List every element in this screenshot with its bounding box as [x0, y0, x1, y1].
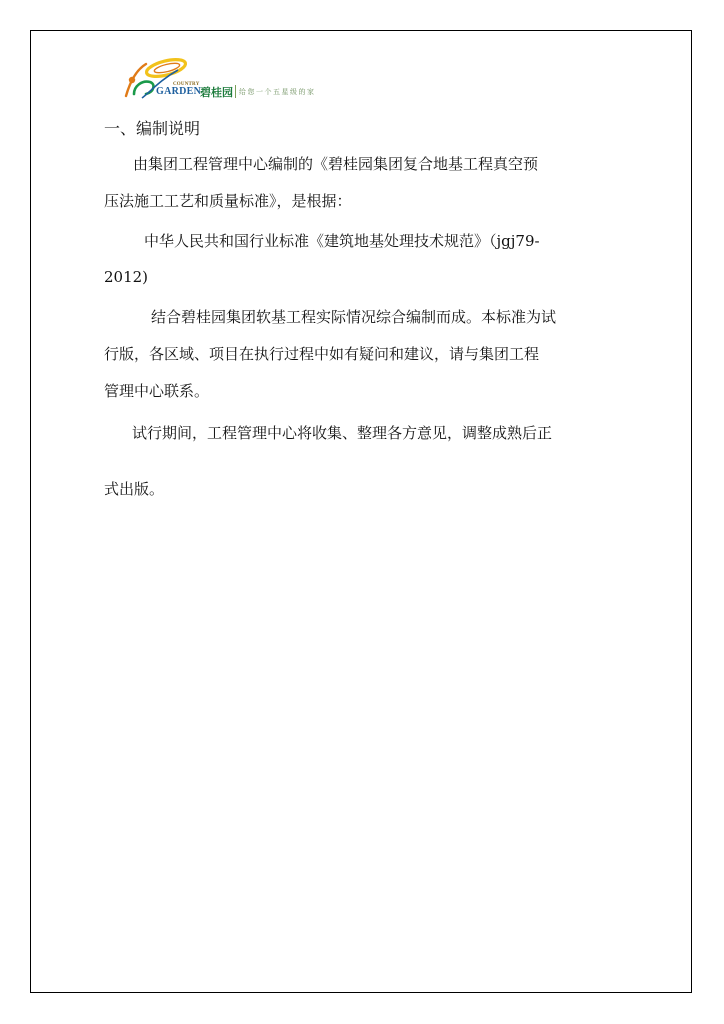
section-heading: 一、编制说明 [104, 119, 201, 138]
paragraph-line: 试行期间，工程管理中心将收集、整理各方意见，调整成熟后正 [132, 424, 553, 442]
paragraph-line: 式出版。 [104, 480, 165, 498]
paragraph-line: 2012) [104, 268, 149, 286]
country-garden-logo [120, 56, 340, 104]
logo-slogan: 给您一个五星级的家 [239, 88, 316, 96]
logo-divider [235, 85, 236, 98]
paragraph-line: 中华人民共和国行业标准《建筑地基处理技术规范》（jgj79- [144, 232, 540, 250]
paragraph-line: 压法施工工艺和质量标准》，是根据： [104, 192, 352, 210]
logo-country-text: COUNTRY [173, 82, 200, 87]
paragraph-line: 由集团工程管理中心编制的《碧桂园集团复合地基工程真空预 [133, 155, 539, 173]
paragraph-line: 行版，各区域、项目在执行过程中如有疑问和建议，请与集团工程 [104, 345, 540, 363]
logo-garden-text: GARDEN [156, 86, 202, 97]
paragraph-line: 结合碧桂园集团软基工程实际情况综合编制而成。本标准为试 [151, 308, 557, 326]
logo-chinese-name: 碧桂园 [200, 86, 233, 99]
paragraph-line: 管理中心联系。 [104, 382, 210, 400]
